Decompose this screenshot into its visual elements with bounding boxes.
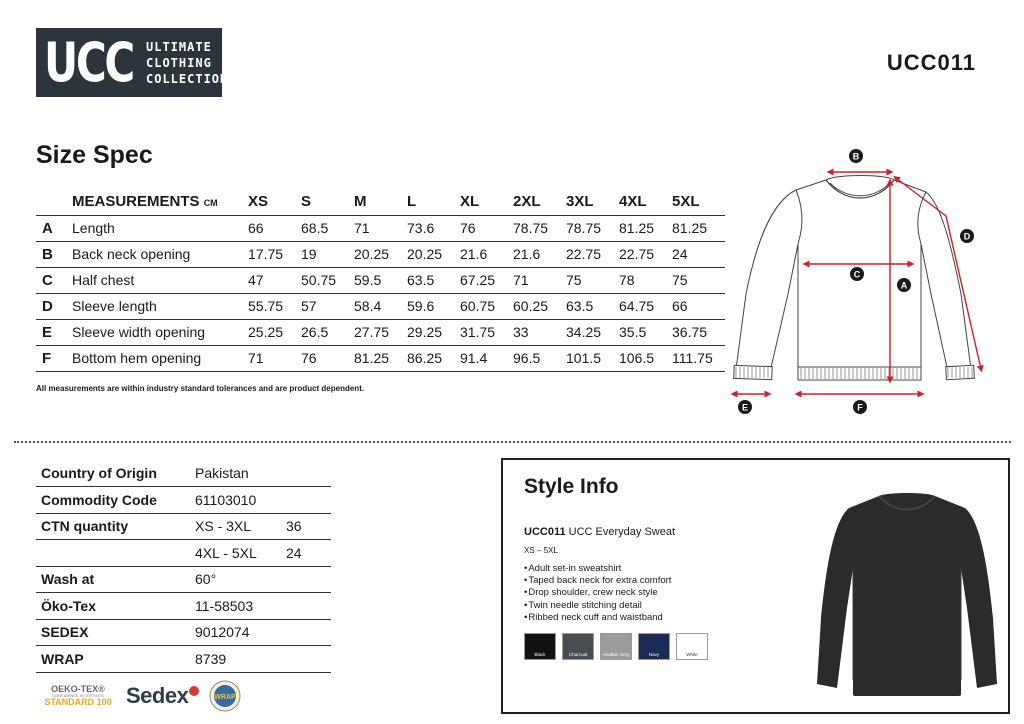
swatch-black[interactable]: Black [524,633,556,660]
label-c-icon [850,267,864,281]
wrap-logo-icon [209,680,241,712]
style-name: UCC011 UCC Everyday Sweat [524,526,676,538]
section-divider [14,441,1011,443]
measurement-value: 73.6 [407,215,460,241]
measurement-value: 25.25 [248,319,301,345]
logo-text: ULTIMATE CLOTHING COLLECTION [146,39,229,86]
measurement-value: 27.75 [354,319,407,345]
feature-item: • Ribbed neck cuff and waistband [524,612,671,624]
swatch-heather-grey[interactable]: Heather Grey [600,633,632,660]
measurement-value: 59.5 [354,267,407,293]
measurement-value: 60.75 [460,293,513,319]
measurement-value: 76 [460,215,513,241]
measurement-value: 63.5 [407,267,460,293]
size-header: XS [248,193,269,211]
measurement-value: 75 [566,267,619,293]
size-header: 3XL [566,193,594,211]
feature-item: • Adult set-in sweatshirt [524,563,671,575]
sedex-logo: Sedex [126,683,199,709]
measurement-value: 57 [301,293,354,319]
size-spec-title: Size Spec [36,141,153,169]
svg-text:E: E [741,402,749,413]
measurement-letter: C [36,267,72,293]
measurement-value: 96.5 [513,345,566,371]
swatch-charcoal[interactable]: Charcoal [562,633,594,660]
certification-logos [36,680,241,712]
measurement-value: 17.75 [248,241,301,267]
measurement-value: 36.75 [672,319,725,345]
svg-text:D: D [963,231,971,242]
measurement-value: 66 [672,293,725,319]
sedex-dot-icon [189,686,199,696]
measurement-value: 71 [513,267,566,293]
size-header: S [301,193,312,211]
svg-text:F: F [857,402,863,413]
feature-item: • Drop shoulder, crew neck style [524,587,671,599]
measurement-value: 81.25 [672,215,725,241]
measurement-row [36,241,725,267]
swatch-navy[interactable]: Navy [638,633,670,660]
label-e-icon [738,400,752,414]
measurement-value: 22.75 [566,241,619,267]
info-row-wrap: WRAP 8739 [36,646,331,673]
product-code: UCC011 [886,50,976,75]
measurement-value: 47 [248,267,301,293]
ucc-logo [36,28,229,97]
measurements-header: MEASUREMENTS CM [72,193,218,211]
measurement-value: 81.25 [619,215,672,241]
measurement-name: Half chest [72,267,248,293]
style-info-title: Style Info [524,475,619,498]
measurement-value: 101.5 [566,345,619,371]
measurement-name: Length [72,215,248,241]
size-header: XL [460,193,480,211]
measurement-value: 31.75 [460,319,513,345]
measurement-row [36,267,725,293]
svg-text:A: A [900,280,908,291]
measurement-value: 59.6 [407,293,460,319]
measurement-value: 21.6 [513,241,566,267]
measurement-value: 55.75 [248,293,301,319]
measurement-row [36,293,725,319]
measurement-value: 20.25 [407,241,460,267]
unit-label: CM [203,198,218,209]
logo-mark: UCC [44,30,134,94]
size-header-row [36,189,725,215]
measurement-value: 66 [248,215,301,241]
measurement-row [36,345,725,371]
info-row-oekotex: Öko-Tex 11-58503 [36,593,331,620]
measurement-value: 24 [672,241,725,267]
measurement-value: 91.4 [460,345,513,371]
size-header: 5XL [672,193,700,211]
label-b-icon [849,149,863,163]
measurement-value: 22.75 [619,241,672,267]
measurement-value: 29.25 [407,319,460,345]
measurement-value: 63.5 [566,293,619,319]
style-size-range: XS – 5XL [524,546,558,555]
measurement-value: 67.25 [460,267,513,293]
sweatshirt-product-photo [817,488,997,700]
feature-item: • Twin needle stitching detail [524,600,671,612]
feature-list [524,563,671,624]
colour-swatches [524,633,714,660]
measurement-value: 78.75 [513,215,566,241]
measurement-value: 71 [354,215,407,241]
measurement-value: 78.75 [566,215,619,241]
measurement-letter: B [36,241,72,267]
measurement-value: 68.5 [301,215,354,241]
measurement-name: Sleeve width opening [72,319,248,345]
measurement-value: 34.25 [566,319,619,345]
info-row-ctn: CTN quantity XS - 3XL 36 [36,513,331,540]
measurement-value: 78 [619,267,672,293]
size-header: 2XL [513,193,541,211]
oekotex-logo: OEKO-TEX® CONFIDENCE IN TEXTILES STANDARD 100 [44,684,112,707]
info-row-country: Country of Origin Pakistan [36,460,331,487]
measurement-value: 86.25 [407,345,460,371]
svg-text:C: C [853,269,861,280]
measurement-value: 21.6 [460,241,513,267]
tolerance-note: All measurements are within industry standard tolerances and are product dependent. [36,384,365,393]
measurement-row [36,215,725,241]
measurement-value: 20.25 [354,241,407,267]
label-d-icon [960,229,974,243]
product-info-table [36,460,331,673]
svg-text:B: B [852,151,860,162]
info-row-wash: Wash at 60° [36,566,331,593]
measurement-value: 64.75 [619,293,672,319]
measurement-value: 50.75 [301,267,354,293]
size-header: L [407,193,417,211]
measurement-value: 35.5 [619,319,672,345]
svg-text:WRAP: WRAP [214,694,237,701]
size-header: M [354,193,367,211]
feature-item: • Taped back neck for extra comfort [524,575,671,587]
measurement-value: 75 [672,267,725,293]
swatch-white[interactable]: White [676,633,708,660]
measurement-name: Bottom hem opening [72,345,248,371]
measurement-row [36,319,725,345]
measurement-value: 71 [248,345,301,371]
sweatshirt-measurement-diagram [726,144,994,416]
info-row-ctn-2: 4XL - 5XL 24 [36,540,331,567]
measurement-value: 19 [301,241,354,267]
info-row-sedex: SEDEX 9012074 [36,619,331,646]
measurement-value: 58.4 [354,293,407,319]
measurement-name: Back neck opening [72,241,248,267]
measurement-value: 106.5 [619,345,672,371]
measurement-letter: A [36,215,72,241]
label-a-icon [897,278,911,292]
measurement-value: 111.75 [672,345,725,371]
measurement-value: 33 [513,319,566,345]
size-spec-table [36,189,725,372]
measurement-value: 76 [301,345,354,371]
info-row-commodity: Commodity Code 61103010 [36,487,331,514]
style-info-panel [501,458,1010,714]
measurement-letter: E [36,319,72,345]
measurement-letter: D [36,293,72,319]
measurement-letter: F [36,345,72,371]
size-table-body [36,215,725,371]
measurement-value: 81.25 [354,345,407,371]
size-header: 4XL [619,193,647,211]
measurement-name: Sleeve length [72,293,248,319]
measurement-value: 26.5 [301,319,354,345]
label-f-icon [853,400,867,414]
measurement-value: 60.25 [513,293,566,319]
